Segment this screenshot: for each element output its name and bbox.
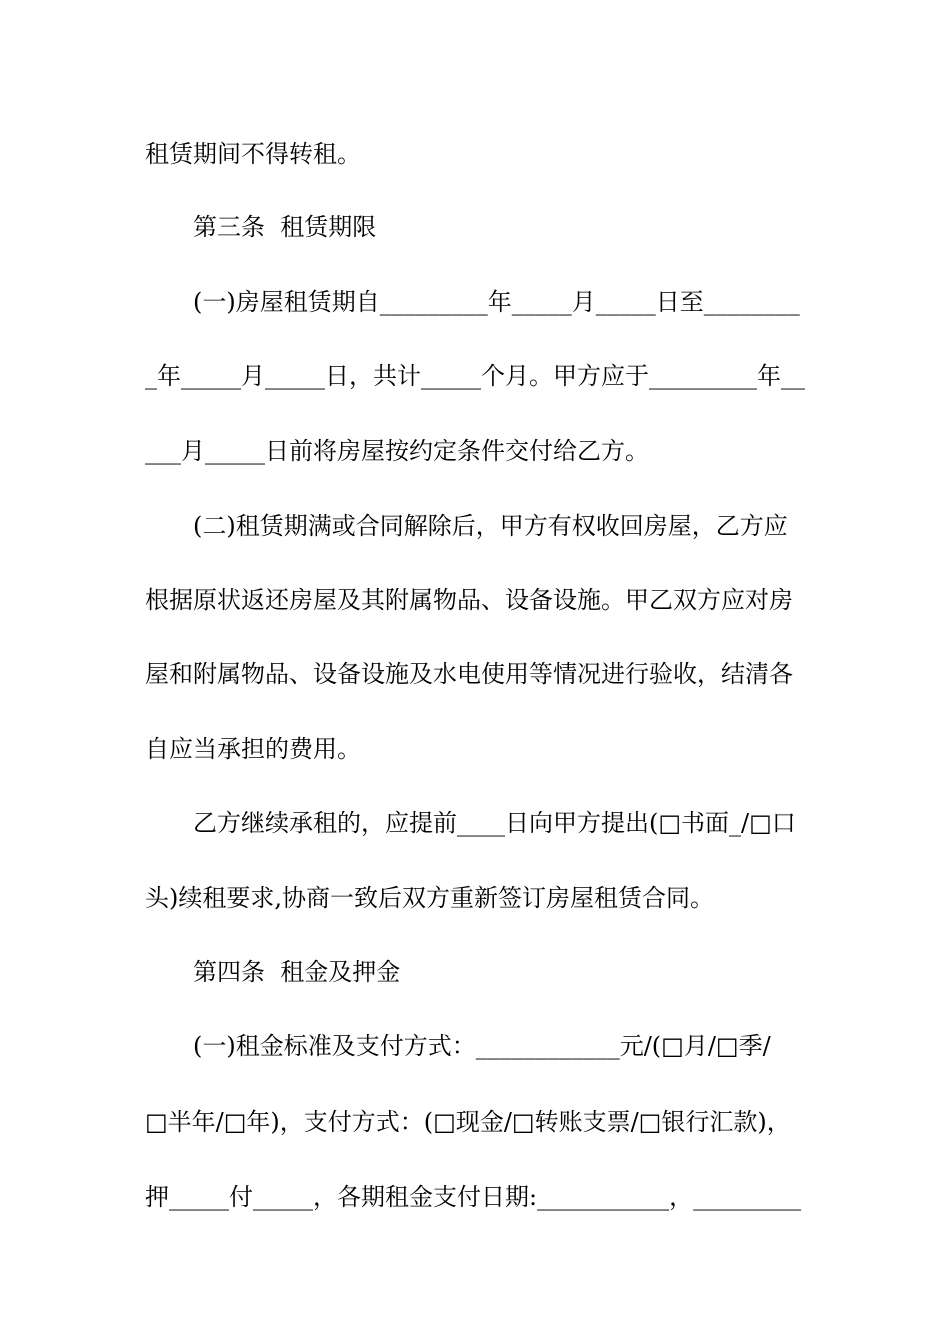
section-heading: 第三条 租赁期限 <box>193 213 377 241</box>
text-line: □半年/□年)，支付方式：(□现金/□转账支票/□银行汇款)， <box>145 1108 791 1136</box>
text-line: 头)续租要求,协商一致后双方重新签订房屋租赁合同。 <box>145 884 714 912</box>
text-line: _年_____月_____日，共计_____个月。甲方应于_________年__ <box>145 362 805 390</box>
text-line: (一)房屋租赁期自_________年_____月_____日至________ <box>193 288 800 316</box>
text-line: 押_____付_____，各期租金支付日期:___________，_________ <box>145 1183 802 1211</box>
text-line: (一)租金标准及支付方式：____________元/(□月/□季/ <box>193 1032 771 1060</box>
text-line: 屋和附属物品、设备设施及水电使用等情况进行验收，结清各 <box>145 660 793 688</box>
text-line: ___月_____日前将房屋按约定条件交付给乙方。 <box>145 437 649 465</box>
text-line: 根据原状返还房屋及其附属物品、设备设施。甲乙双方应对房 <box>145 586 793 614</box>
text-line: 乙方继续承租的，应提前____日向甲方提出(□书面_/□口 <box>193 809 796 837</box>
text-line: 自应当承担的费用。 <box>145 735 361 763</box>
text-line: 租赁期间不得转租。 <box>145 140 361 168</box>
text-line: (二)租赁期满或合同解除后，甲方有权收回房屋，乙方应 <box>193 512 788 540</box>
section-heading: 第四条 租金及押金 <box>193 958 401 986</box>
